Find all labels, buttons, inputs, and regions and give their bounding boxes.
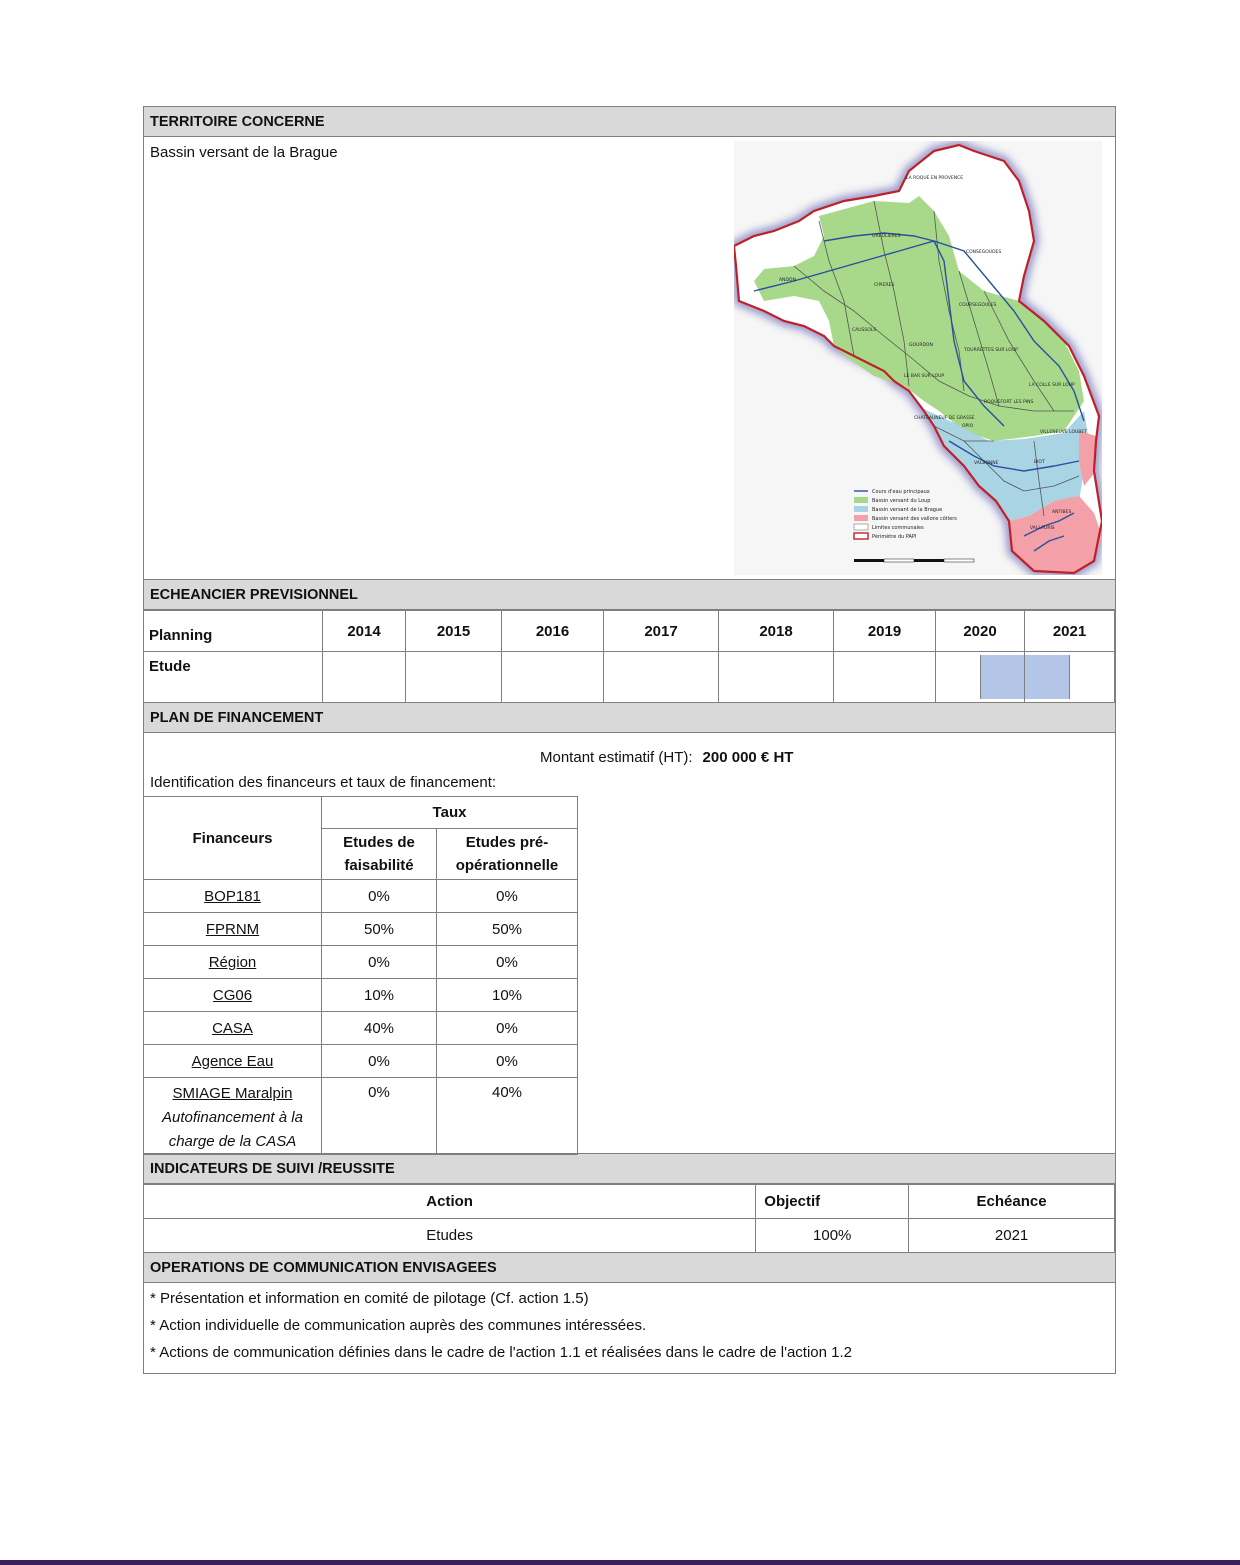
place-label: VILLENEUVE LOUBET <box>1040 430 1087 435</box>
taux-faisabilite: 0% <box>322 1078 437 1155</box>
year-cell: 2017 <box>604 611 719 652</box>
etudes-faisabilite-header: Etudes de faisabilité <box>322 829 437 880</box>
bassin-map <box>734 141 1102 575</box>
montant-label: Montant estimatif (HT): <box>540 749 693 766</box>
action-value: Etudes <box>144 1219 756 1253</box>
schedule-cell <box>834 652 936 703</box>
year-cell: 2019 <box>834 611 936 652</box>
objectif-header: Objectif <box>756 1185 909 1219</box>
financeur-name: Région <box>144 946 322 979</box>
identification-text: Identification des financeurs et taux de financement: <box>150 774 497 791</box>
communication-item: * Présentation et information en comité de pilotage (Cf. action 1.5) <box>150 1290 589 1307</box>
year-cell: 2018 <box>719 611 834 652</box>
echeance-value: 2021 <box>909 1219 1115 1253</box>
place-label: CONSEGOUDES <box>966 250 1002 255</box>
taux-header: Taux <box>322 797 578 829</box>
taux-preop: 0% <box>437 1012 578 1045</box>
schedule-cell <box>406 652 502 703</box>
schedule-cell <box>719 652 834 703</box>
schedule-bar <box>980 655 1024 699</box>
taux-faisabilite: 10% <box>322 979 437 1012</box>
place-label: ANTIBES <box>1052 510 1072 515</box>
place-label: LA COLLE SUR LOUP <box>1029 383 1075 388</box>
echeancier-heading: ECHEANCIER PREVISIONNEL <box>144 579 1115 610</box>
communication-item: * Actions de communication définies dans le cadre de l'action 1.1 et réalisées dans le cadre de l'action 1.2 <box>150 1344 852 1361</box>
taux-faisabilite: 0% <box>322 1045 437 1078</box>
schedule-cell-2020 <box>936 652 1025 703</box>
communication-list <box>144 1283 1115 1373</box>
etudes-preop-header: Etudes pré- opérationnelle <box>437 829 578 880</box>
place-label: TOURRETTES SUR LOUP <box>964 348 1018 353</box>
year-cell: 2021 <box>1025 611 1115 652</box>
place-label: CHATEAUNEUF DE GRASSE <box>914 416 975 421</box>
taux-preop: 40% <box>437 1078 578 1155</box>
taux-preop: 50% <box>437 913 578 946</box>
schedule-cell-2021 <box>1025 652 1115 703</box>
schedule-cell <box>323 652 406 703</box>
place-label: LE BAR SUR LOUP <box>904 374 945 379</box>
taux-faisabilite: 0% <box>322 946 437 979</box>
place-label: GOURDON <box>909 343 933 348</box>
echeance-header: Echéance <box>909 1185 1115 1219</box>
place-label: BIOT <box>1034 460 1045 465</box>
action-header: Action <box>144 1185 756 1219</box>
place-label: LA ROQUE EN PROVENCE <box>906 176 964 181</box>
financeur-name: BOP181 <box>144 880 322 913</box>
taux-faisabilite: 40% <box>322 1012 437 1045</box>
financeur-name: CG06 <box>144 979 322 1012</box>
place-label: ANDON <box>779 278 796 283</box>
financeurs-header: Financeurs <box>144 797 322 880</box>
place-label: COURSEGOULES <box>959 303 997 308</box>
montant <box>540 749 793 766</box>
schedule-cell <box>604 652 719 703</box>
place-label: VALBONNE <box>974 461 999 466</box>
svg-text:Cours d'eau principaux: Cours d'eau principaux <box>872 489 930 495</box>
indicateurs-table <box>143 1184 1115 1253</box>
year-cell: 2016 <box>502 611 604 652</box>
taux-faisabilite: 50% <box>322 913 437 946</box>
territoire-text: Bassin versant de la Brague <box>150 144 338 161</box>
financeur-name: CASA <box>144 1012 322 1045</box>
fiche-action <box>143 106 1116 1374</box>
territoire-section <box>144 137 1115 579</box>
territoire-heading: TERRITOIRE CONCERNE <box>144 107 1115 137</box>
place-label: CAUSSOLS <box>852 328 877 333</box>
planning-table <box>143 610 1115 703</box>
year-cell: 2020 <box>936 611 1025 652</box>
place-label: ROQUEFORT LES PINS <box>984 400 1034 405</box>
planning-label: Planning <box>144 611 323 652</box>
page-bottom-bar <box>0 1560 1240 1565</box>
taux-faisabilite: 0% <box>322 880 437 913</box>
schedule-bar <box>1025 655 1070 699</box>
place-label: CIPIERES <box>874 283 895 288</box>
svg-text:Bassin versant des vallons côt: Bassin versant des vallons côtiers <box>872 516 957 522</box>
financement-heading: PLAN DE FINANCEMENT <box>144 702 1115 733</box>
financeur-name: Agence Eau <box>144 1045 322 1078</box>
objectif-value: 100% <box>756 1219 909 1253</box>
place-label: OPIO <box>962 424 974 429</box>
svg-text:Limites communales: Limites communales <box>872 525 924 531</box>
financeurs-table <box>143 796 578 1155</box>
svg-text:Bassin versant du Loup: Bassin versant du Loup <box>872 498 931 504</box>
indicateurs-heading: INDICATEURS DE SUIVI /REUSSITE <box>144 1153 1115 1184</box>
place-label: VALLAURIS <box>1030 526 1055 531</box>
taux-preop: 0% <box>437 1045 578 1078</box>
financeur-name: FPRNM <box>144 913 322 946</box>
montant-value: 200 000 € HT <box>702 749 794 766</box>
financeur-name: SMIAGE Maralpin Autofinancement à la charge de la CASA <box>144 1078 322 1155</box>
etude-label: Etude <box>144 652 323 703</box>
taux-preop: 10% <box>437 979 578 1012</box>
communication-heading: OPERATIONS DE COMMUNICATION ENVISAGEES <box>144 1252 1115 1283</box>
communication-item: * Action individuelle de communication auprès des communes intéressées. <box>150 1317 647 1334</box>
year-cell: 2015 <box>406 611 502 652</box>
year-cell: 2014 <box>323 611 406 652</box>
schedule-cell <box>502 652 604 703</box>
taux-preop: 0% <box>437 880 578 913</box>
svg-text:Périmètre du PAPI: Périmètre du PAPI <box>872 534 917 540</box>
taux-preop: 0% <box>437 946 578 979</box>
financement-section <box>144 733 1115 1153</box>
svg-text:Bassin versant de la Brague: Bassin versant de la Brague <box>872 507 943 513</box>
place-label: GREOLIERES <box>872 234 901 239</box>
